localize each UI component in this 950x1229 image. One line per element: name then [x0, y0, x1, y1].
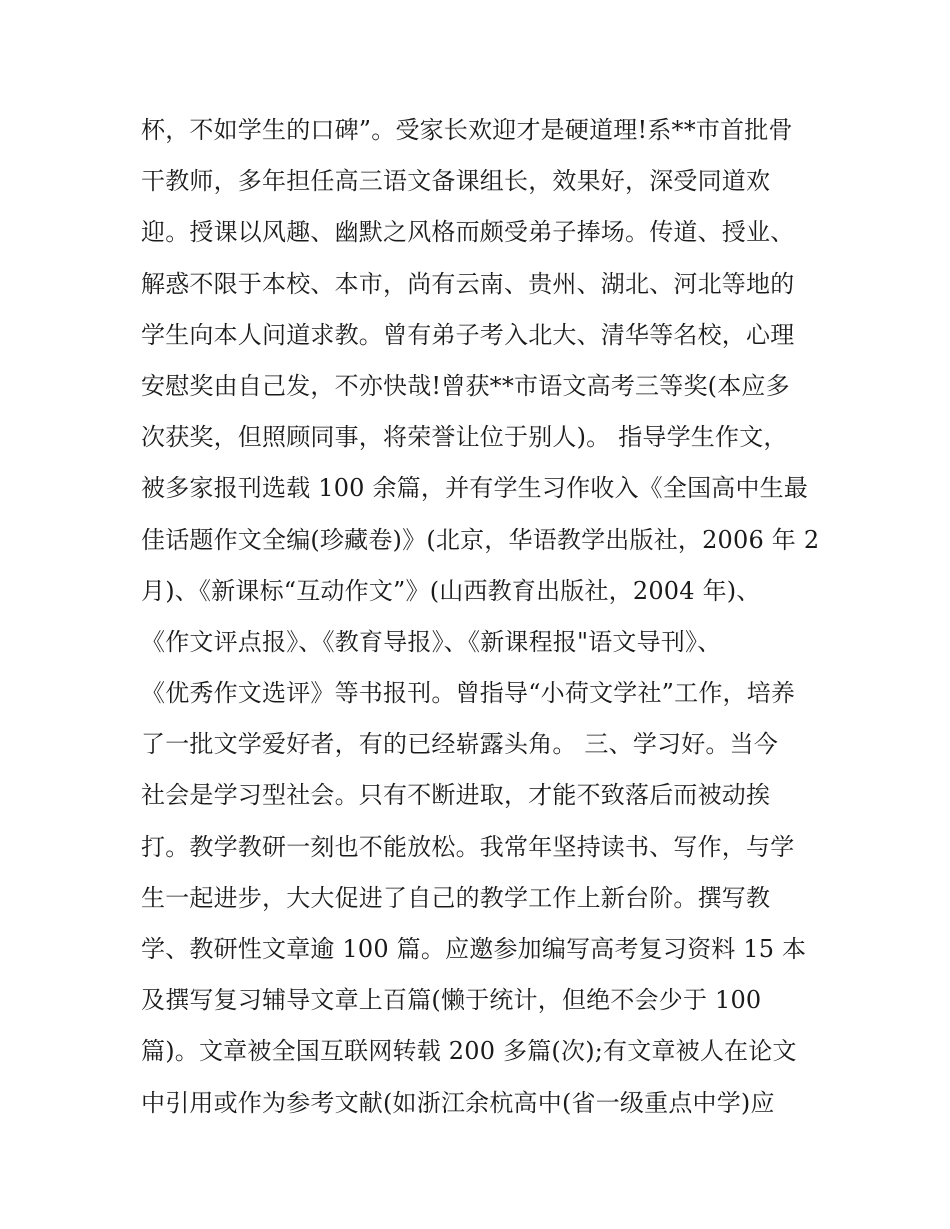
- text-line-12: 《优秀作文选评》等书报刊。曾指导“小荷文学社”工作，培养: [141, 679, 796, 708]
- text-line-3: 迎。授课以风趣、幽默之风格而颇受弟子捧场。传道、授业、: [141, 218, 795, 247]
- text-line-8: 被多家报刊选载 100 余篇，并有学生习作收入《全国高中生最: [141, 474, 809, 503]
- text-line-17: 学、教研性文章逾 100 篇。应邀参加编写高考复习资料 15 本: [141, 935, 807, 963]
- text-line-20: 中引用或作为参考文献(如浙江余杭高中(省一级重点中学)应: [141, 1088, 775, 1117]
- text-line-5: 学生向本人问道求教。曾有弟子考入北大、清华等名校，心理: [141, 320, 795, 349]
- text-line-19: 篇)。文章被全国互联网转载 200 多篇(次);有文章被人在论文: [141, 1037, 797, 1066]
- text-line-15: 打。教学教研一刻也不能放松。我常年坚持读书、写作，与学: [141, 832, 795, 861]
- text-line-16: 生一起进步，大大促进了自己的教学工作上新台阶。撰写教: [141, 883, 771, 912]
- text-line-18: 及撰写复习辅导文章上百篇(懒于统计，但绝不会少于 100: [141, 986, 762, 1015]
- text-line-14: 社会是学习型社会。只有不断进取，才能不致落后而被动挨: [141, 781, 771, 810]
- text-line-1: 杯，不如学生的口碑”。受家长欢迎才是硬道理!系**市首批骨: [141, 116, 793, 144]
- text-line-4: 解惑不限于本校、本市，尚有云南、贵州、湖北、河北等地的: [141, 269, 795, 298]
- text-line-9: 佳话题作文全编(珍藏卷)》(北京，华语教学出版社，2006 年 2: [141, 525, 820, 554]
- text-line-6: 安慰奖由自己发，不亦快哉!曾获**市语文高考三等奖(本应多: [141, 371, 790, 400]
- text-line-10: 月)、《新课标“互动作文”》(山西教育出版社，2004 年)、: [141, 576, 761, 605]
- text-line-13: 了一批文学爱好者，有的已经崭露头角。 三、学习好。当今: [141, 730, 779, 759]
- text-line-11: 《作文评点报》、《教育导报》、《新课程报"语文导刊》、: [141, 627, 722, 656]
- text-line-7: 次获奖，但照顾同事，将荣誉让位于别人)。 指导学生作文，: [141, 423, 788, 452]
- text-line-2: 干教师，多年担任高三语文备课组长，效果好，深受同道欢: [141, 167, 771, 196]
- body-text: [141, 110, 831, 1134]
